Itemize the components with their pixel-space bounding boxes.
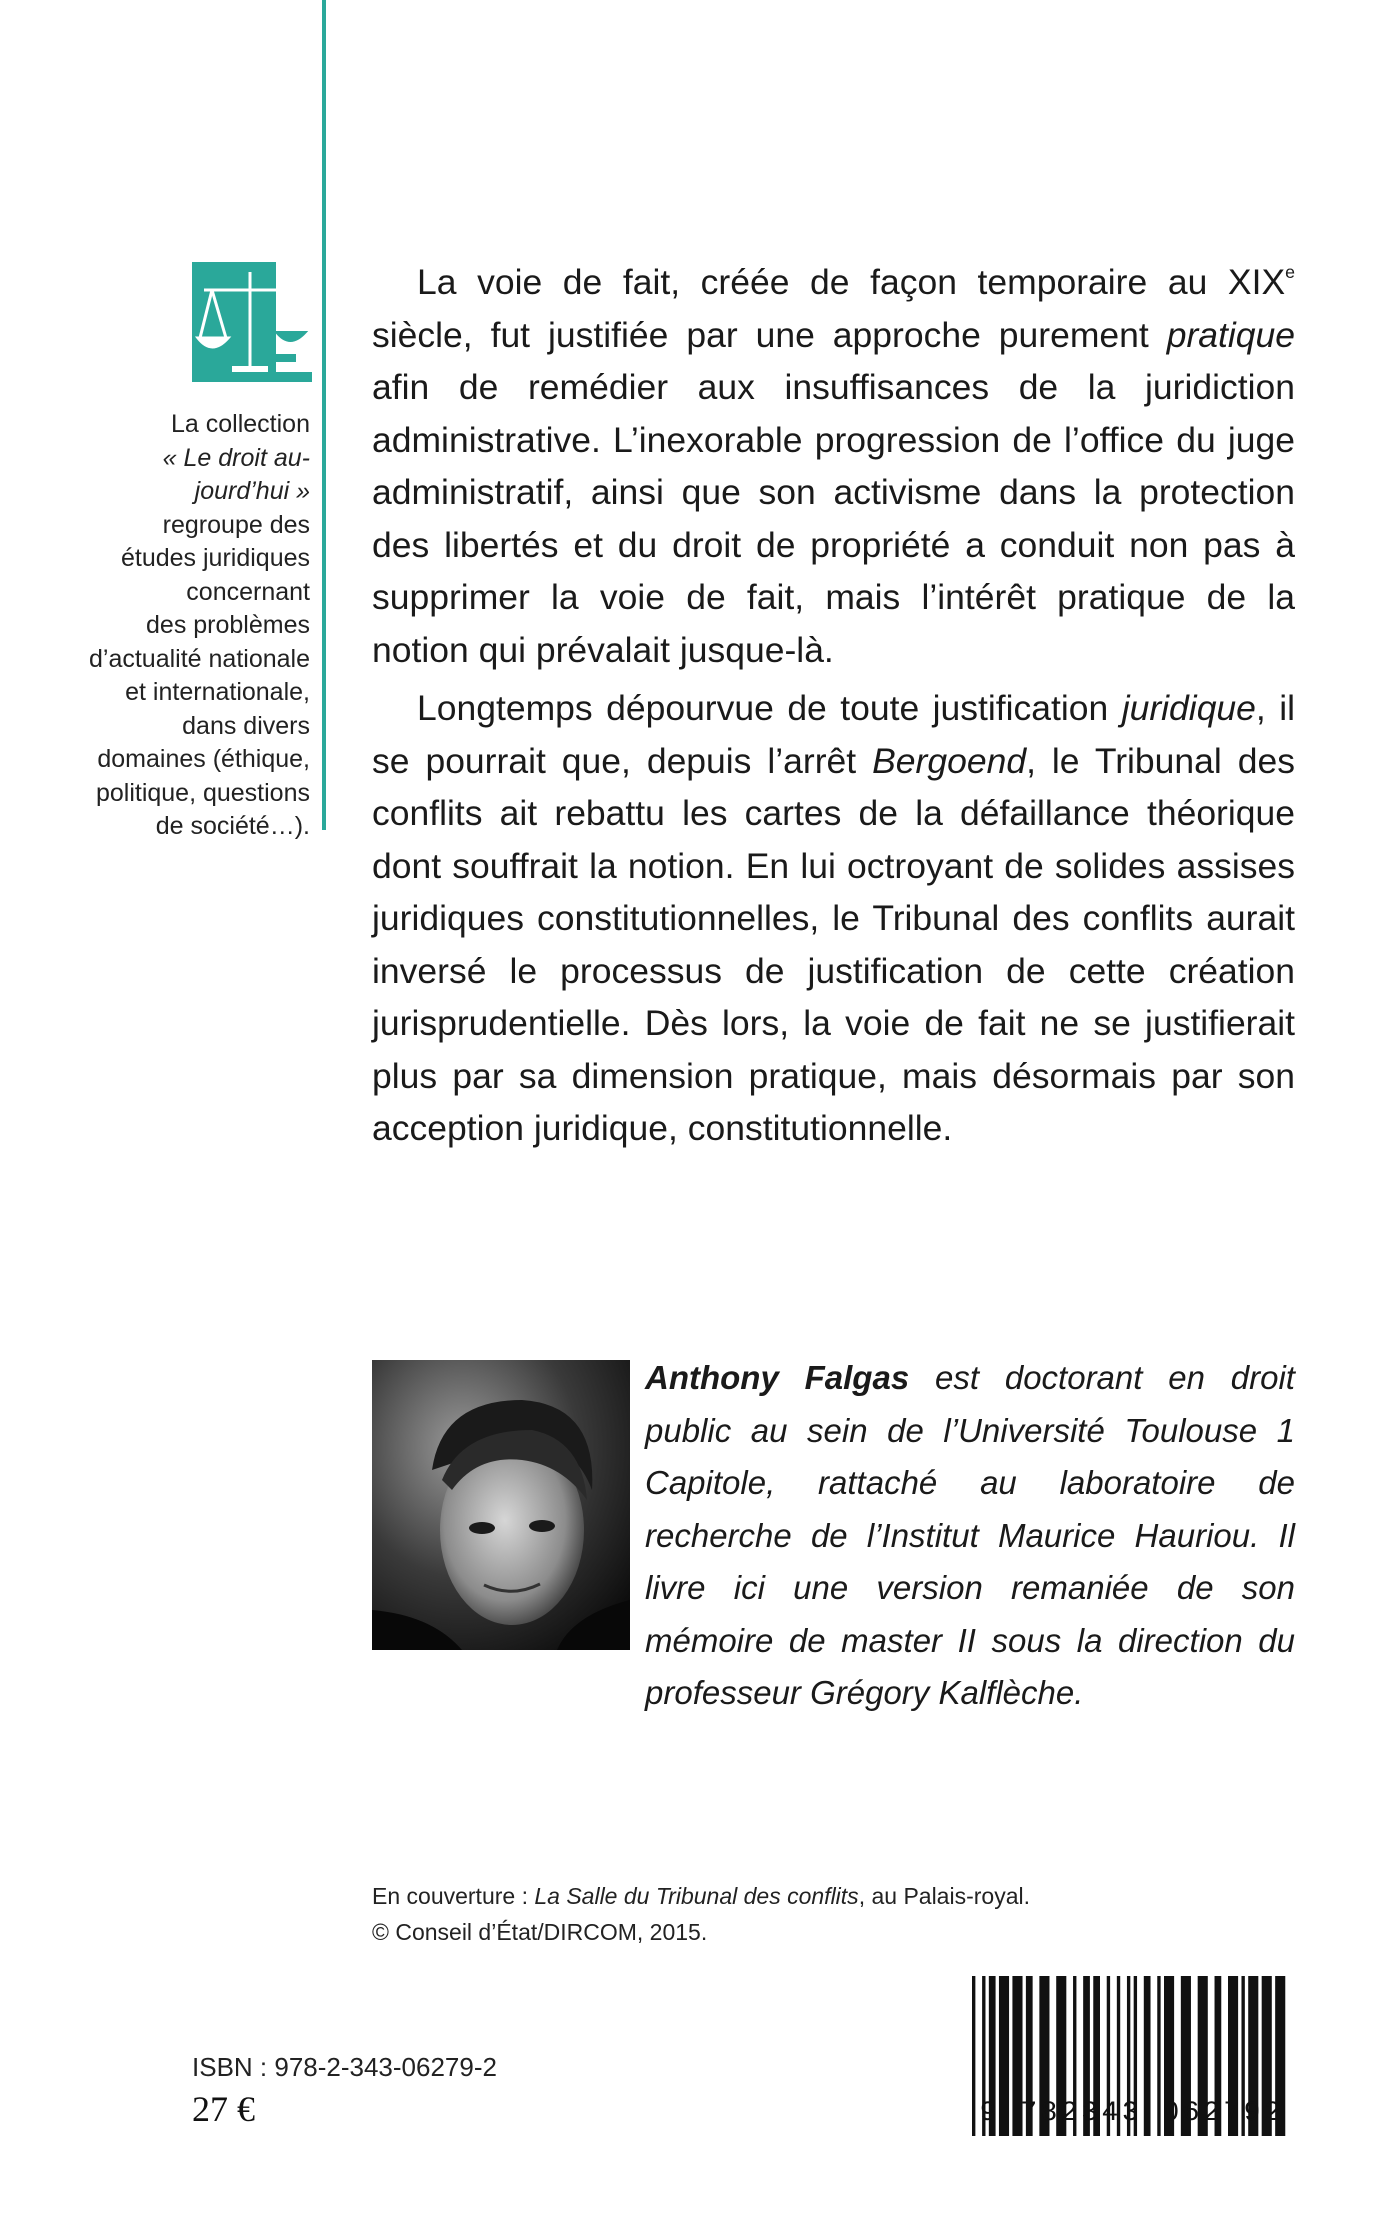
- text-run: afin de remédier aux insuffisances de la juridiction administrative. L’inexorable progression de l’office du juge administratif, ainsi que son activisme dans la protection des libertés et du droit de propriété a conduit non pas à supprimer la voie de fait, mais l’intérêt pratique de la notion qui prévalait jusque-là.: [372, 367, 1295, 670]
- collection-line: La collection: [171, 410, 310, 438]
- teal-vertical-rule: [322, 0, 326, 830]
- collection-line: politique, questions: [95, 778, 310, 807]
- italic-term: La Salle du Tribunal des conflits: [534, 1883, 859, 1909]
- author-bio-text: est doctorant en droit public au sein de l’Université Toulouse 1 Capitole, rattaché au laboratoire de recherche de l’Institut Maurice Hauriou. Il livre ici une version remaniée de son mémoire de master II sous la direction du professeur Grégory Kalflèche.: [645, 1359, 1295, 1711]
- superscript: e: [1285, 262, 1295, 283]
- text-run: siècle, fut justifiée par une approche purement: [372, 314, 1167, 355]
- barcode-digits: 9 782343 062792: [979, 2098, 1285, 2129]
- price: 27 €: [192, 2089, 255, 2129]
- text-run: Longtemps dépourvue de toute justification: [417, 688, 1122, 728]
- collection-line: jourd’hui »: [194, 477, 310, 505]
- cover-credits: [372, 1878, 1172, 1950]
- text-run: , il se pourrait que, depuis l’arrêt: [372, 688, 1296, 781]
- collection-line: études juridiques: [120, 544, 310, 572]
- isbn: ISBN : 978-2-343-06279-2: [192, 2052, 497, 2082]
- book-summary: [372, 256, 1295, 1155]
- author-bio: [645, 1352, 1295, 1720]
- text-run: , au Palais-royal.: [858, 1883, 1030, 1909]
- summary-paragraph-2: [372, 682, 1295, 1155]
- collection-line: et internationale,: [125, 678, 310, 706]
- collection-line: de société…).: [155, 812, 310, 840]
- collection-line: domaines (éthique,: [97, 745, 310, 773]
- credit-line-1: [372, 1878, 1172, 1914]
- summary-paragraph-1: [372, 256, 1295, 676]
- text-run: En couverture :: [372, 1883, 535, 1909]
- italic-term: juridique: [1121, 688, 1256, 728]
- author-name: Anthony Falgas: [645, 1359, 910, 1396]
- collection-line: « Le droit au-: [162, 443, 310, 472]
- collection-line: d’actualité nationale: [89, 644, 310, 673]
- italic-term: Bergoend: [872, 740, 1027, 781]
- scales-of-justice-icon: [192, 262, 312, 382]
- author-portrait: [372, 1360, 630, 1650]
- credit-line-2: © Conseil d’État/DIRCOM, 2015.: [372, 1919, 708, 1945]
- text-run: , le Tribunal des conflits ait rebattu les cartes de la défaillance théorique dont souffrait la notion. En lui octroyant de solides assises juridiques constitutionnelles, le Tribunal des conflits aurait inversé le processus de justification de cette création jurisprudentielle. Dès lors, la voie de fait ne se justifierait plus par sa dimension pratique, mais désormais par son acception juridique, constitutionnelle.: [372, 740, 1295, 1148]
- text-run: La voie de fait, créée de façon temporaire au XIX: [417, 262, 1286, 302]
- collection-description: [40, 408, 310, 844]
- italic-term: pratique: [1166, 314, 1295, 355]
- collection-line: regroupe des: [162, 510, 310, 539]
- collection-line: dans divers: [182, 711, 310, 740]
- collection-line: des problèmes: [146, 611, 310, 639]
- collection-line: concernant: [186, 577, 310, 606]
